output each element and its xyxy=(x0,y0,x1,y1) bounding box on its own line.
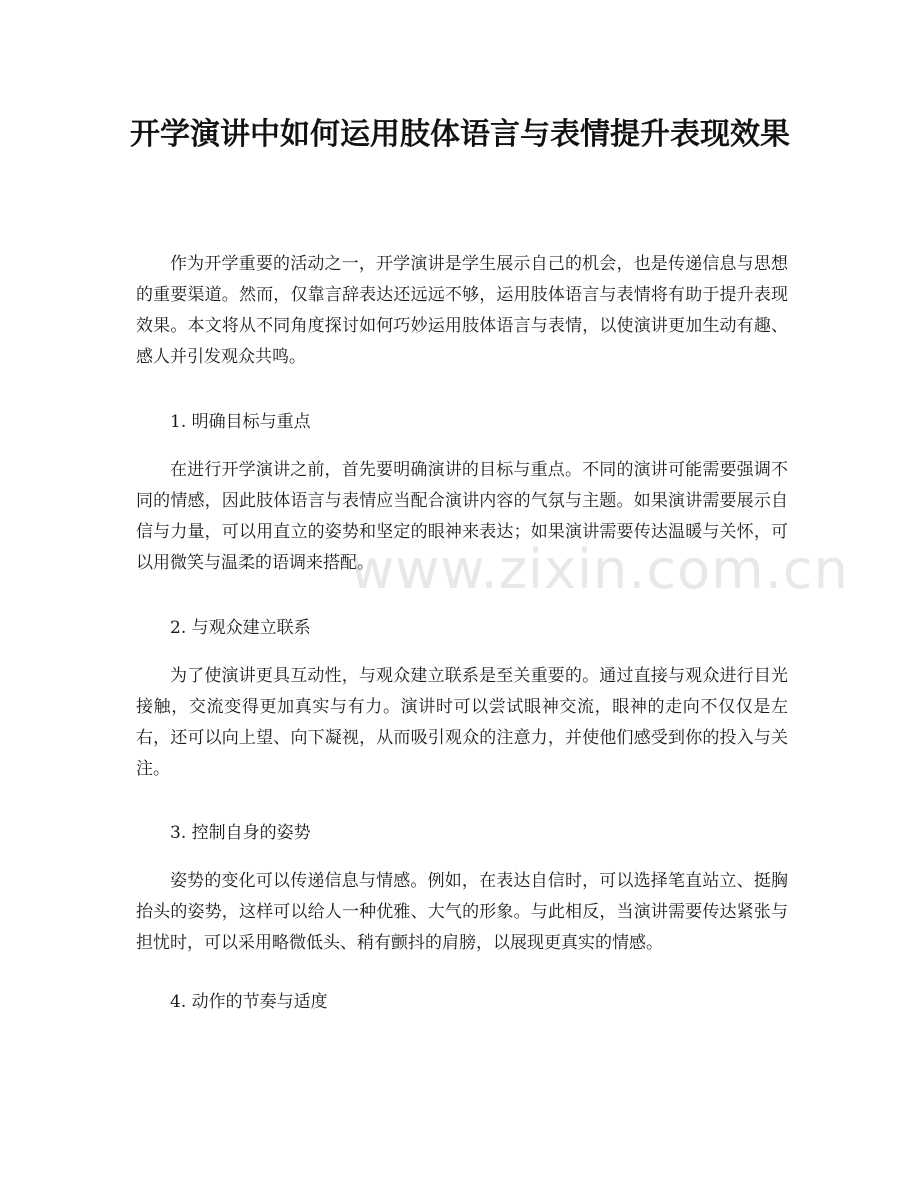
intro-paragraph: 作为开学重要的活动之一，开学演讲是学生展示自己的机会，也是传递信息与思想的重要渠道。然而，仅靠言辞表达还远远不够，运用肢体语言与表情将有助于提升表现效果。本文将从不同角度探讨如何巧妙运用肢体语言与表情，以使演讲更加生动有趣、感人并引发观众共鸣。 xyxy=(136,254,788,367)
section-paragraph-2: 为了使演讲更具互动性，与观众建立联系是至关重要的。通过直接与观众进行目光接触，交流变得更加真实与有力。演讲时可以尝试眼神交流，眼神的走向不仅仅是左右，还可以向上望、向下凝视，从而吸引观众的注意力，并使他们感受到你的投入与关注。 xyxy=(136,666,788,779)
section-paragraph-3: 姿势的变化可以传递信息与情感。例如，在表达自信时，可以选择笔直站立、挺胸抬头的姿势，这样可以给人一种优雅、大气的形象。与此相反，当演讲需要传达紧张与担忧时，可以采用略微低头、稍有颤抖的肩膀，以展现更真实的情感。 xyxy=(136,871,788,953)
section-heading-4: 4. 动作的节奏与适度 xyxy=(170,992,328,1012)
section-heading-1: 1. 明确目标与重点 xyxy=(170,412,311,432)
section-heading-2: 2. 与观众建立联系 xyxy=(170,618,311,638)
section-heading-3: 3. 控制自身的姿势 xyxy=(170,823,311,843)
document-title: 开学演讲中如何运用肢体语言与表情提升表现效果 xyxy=(130,117,790,152)
watermark: www.zixin.com.cn xyxy=(350,538,849,601)
section-paragraph-1: 在进行开学演讲之前，首先要明确演讲的目标与重点。不同的演讲可能需要强调不同的情感，因此肢体语言与表情应当配合演讲内容的气氛与主题。如果演讲需要展示自信与力量，可以用直立的姿势和坚定的眼神来表达；如果演讲需要传达温暖与关怀，可以用微笑与温柔的语调来搭配。 xyxy=(136,460,788,573)
